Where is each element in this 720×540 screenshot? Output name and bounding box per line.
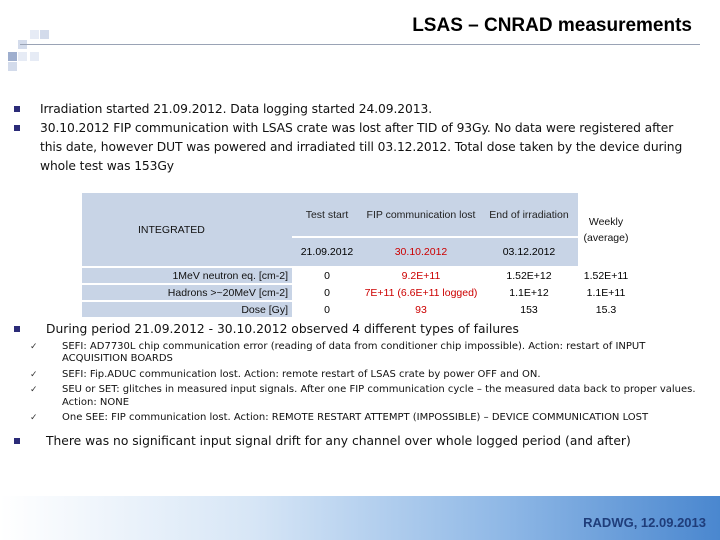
square-bullet-icon bbox=[14, 326, 20, 332]
failure-item: ✓ SEFI: Fip.ADUC communication lost. Action: remote restart of LSAS crate by power OFF and ON. bbox=[30, 368, 541, 380]
checkmark-icon: ✓ bbox=[30, 413, 38, 424]
failure-item: ✓ One SEE: FIP communication lost. Action: REMOTE RESTART ATTEMPT (IMPOSSIBLE) – DEVICE COMMUNICATION LOST bbox=[30, 412, 649, 424]
row-label: Hadrons >~20MeV [cm-2] bbox=[82, 285, 292, 300]
checkmark-icon: ✓ bbox=[30, 369, 38, 380]
table-cell: 9.2E+11 bbox=[401, 269, 441, 282]
header-fip-lost: FIP communication lost bbox=[362, 193, 480, 236]
checkmark-icon: ✓ bbox=[30, 385, 38, 396]
table-row bbox=[82, 302, 634, 317]
table-cell: 15.3 bbox=[595, 303, 617, 316]
failures-section bbox=[14, 320, 704, 450]
header-test-start: Test start bbox=[292, 193, 362, 236]
table-cell: 1.1E+11 bbox=[586, 286, 626, 299]
table-cell: 7E+11 (6.6E+11 logged) bbox=[364, 286, 478, 299]
table-cell: 0 bbox=[324, 269, 330, 282]
table-row bbox=[82, 285, 634, 300]
table-row bbox=[82, 268, 634, 283]
square-bullet-icon bbox=[14, 125, 20, 131]
page-title: LSAS – CNRAD measurements bbox=[412, 15, 692, 36]
bullet-item: During period 21.09.2012 - 30.10.2012 observed 4 different types of failures bbox=[14, 320, 704, 338]
failure-item: ✓ SEFI: AD7730L chip communication error (reading of data from conditioner chip impossible). Action: restart of INPUT ACQUISITION BOARDS bbox=[30, 341, 646, 365]
table-cell: 0 bbox=[324, 286, 330, 299]
table-cell: 1.52E+12 bbox=[506, 269, 552, 282]
row-label: 1MeV neutron eq. [cm-2] bbox=[82, 268, 292, 283]
footer-bar bbox=[0, 496, 720, 540]
footer-label: RADWG, 12.09.2013 bbox=[583, 515, 706, 530]
table-cell: 153 bbox=[520, 303, 538, 316]
row-label: Dose [Gy] bbox=[82, 302, 292, 317]
checkmark-icon: ✓ bbox=[30, 342, 38, 352]
table-cell: 0 bbox=[324, 303, 330, 316]
date-fip-lost: 30.10.2012 bbox=[362, 238, 480, 266]
table-cell: 1.52E+11 bbox=[583, 269, 629, 282]
date-end-irradiation: 03.12.2012 bbox=[480, 238, 578, 266]
bullet-item: There was no significant input signal drift for any channel over whole logged period (and after) bbox=[14, 432, 704, 450]
square-bullet-icon bbox=[14, 438, 20, 444]
intro-bullets bbox=[14, 100, 694, 176]
table-cell: 1.1E+12 bbox=[509, 286, 549, 299]
header-end-irradiation: End of irradiation bbox=[480, 193, 578, 236]
header-weekly: Weekly (average) bbox=[583, 215, 629, 244]
square-bullet-icon bbox=[14, 106, 20, 112]
corner-decoration bbox=[8, 30, 68, 90]
integrated-label: INTEGRATED bbox=[82, 193, 292, 266]
table-cell: 93 bbox=[415, 303, 427, 316]
failure-item: ✓ SEU or SET: glitches in measured input signals. After one FIP communication cycle – the measured data back to proper values. Action: NONE bbox=[30, 384, 696, 408]
measurements-table bbox=[82, 191, 634, 319]
bullet-item: Irradiation started 21.09.2012. Data logging started 24.09.2013. bbox=[14, 100, 694, 119]
bullet-item: 30.10.2012 FIP communication with LSAS crate was lost after TID of 93Gy. No data were registered after this date, however DUT was powered and irradiated till 03.12.2012. Total dose taken by the device during whole test was 153Gy bbox=[14, 119, 694, 176]
title-divider bbox=[20, 44, 700, 45]
date-test-start: 21.09.2012 bbox=[292, 238, 362, 266]
